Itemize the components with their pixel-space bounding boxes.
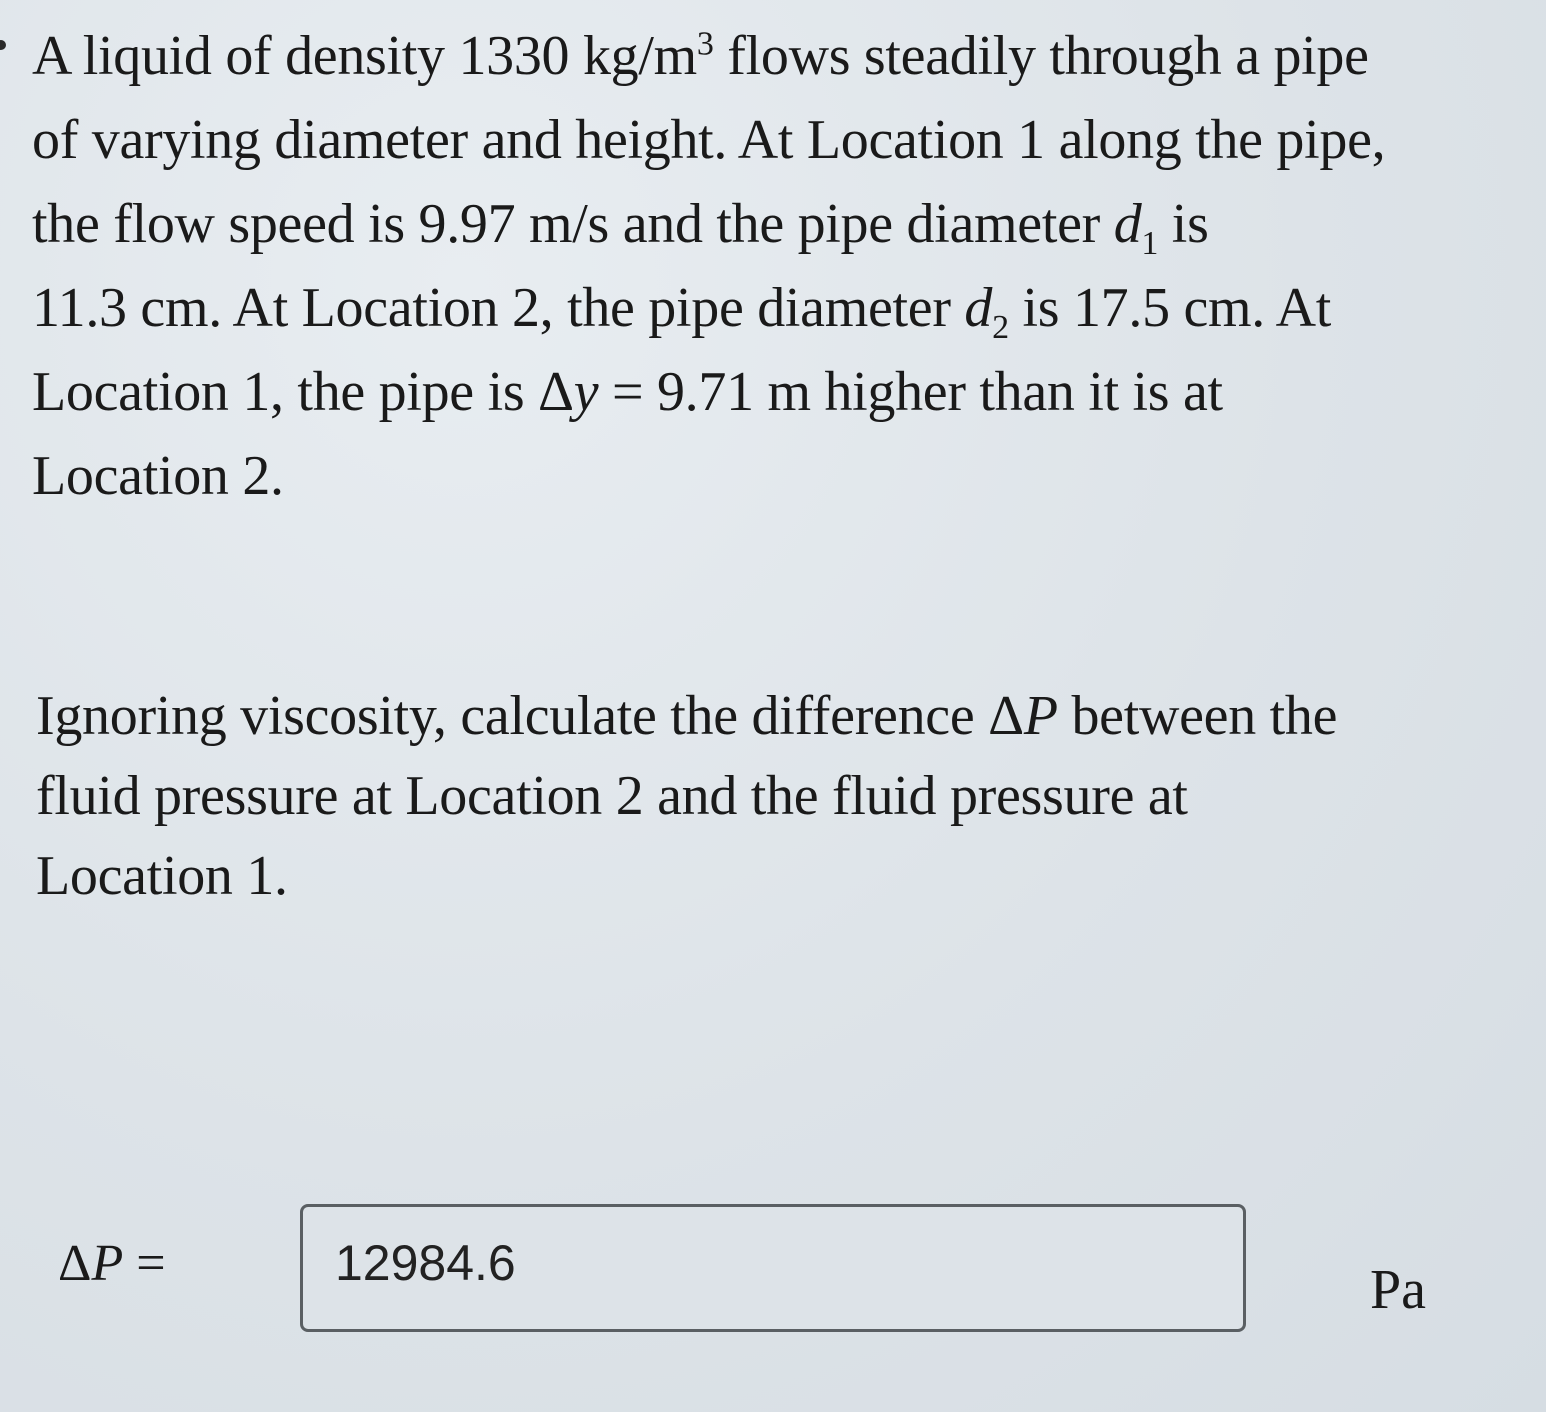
problem-line-6: Location 2. [32, 445, 284, 507]
problem-line-3: the flow speed is 9.97 m/s and the pipe diameter $d_1$ is [32, 193, 1209, 263]
problem-line-1: A liquid of density 1330 $kg/m^3$ flows steadily through a pipe [32, 25, 1369, 87]
problem-line-2: of varying diameter and height. At Location 1 along the pipe, [32, 109, 1386, 171]
question-line-3: Location 1. [36, 845, 288, 907]
answer-label: ΔP = [58, 1235, 166, 1292]
problem-line-5: Location 1, the pipe is Δy = 9.71 m higher than it is at [32, 361, 1223, 423]
answer-input-value: 12984.6 [335, 1235, 516, 1291]
question-prompt [36, 676, 1516, 916]
answer-unit: Pa [1370, 1259, 1426, 1321]
bullet-marker-top [0, 40, 6, 50]
question-line-2: fluid pressure at Location 2 and the fluid pressure at [36, 765, 1188, 827]
problem-statement [32, 14, 1512, 518]
problem-line-4: 11.3 cm. At Location 2, the pipe diameter $d_2$ is 17.5 cm. At [32, 277, 1331, 347]
question-line-1: Ignoring viscosity, calculate the difference ΔP between the [36, 685, 1338, 747]
answer-input[interactable] [300, 1204, 1246, 1332]
